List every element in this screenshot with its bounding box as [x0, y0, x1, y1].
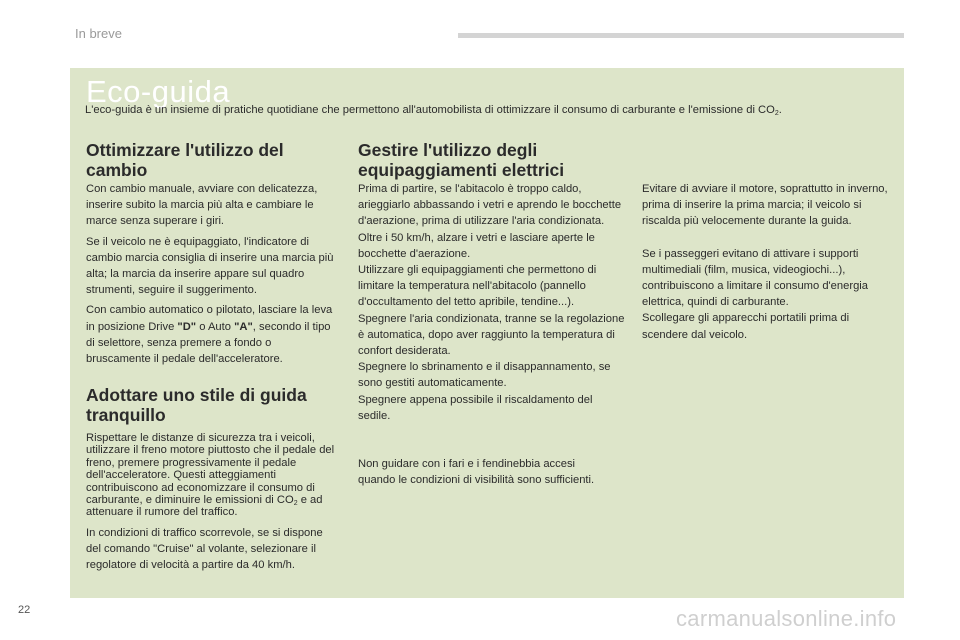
equip-paragraph-4: Spegnere l'aria condizionata, tranne se la regolazione è automatica, dopo aver raggiunto la temperatura di confort desiderata.	[358, 312, 625, 358]
cambio-paragraph-1: Con cambio manuale, avviare con delicatezza, inserire subito la marcia più alta e cambiare le marce senza superare i giri.	[86, 183, 318, 228]
equip-paragraph-3: Utilizzare gli equipaggiamenti che permettono di limitare la temperatura nell'abitacolo (pannello d'occultamento del tetto apribile, tendine...).	[358, 264, 597, 309]
text-fari: Non guidare con i fari e i fendinebbia accesi quando le condizioni di visibilità sono sufficienti.	[358, 458, 595, 487]
text-motore	[642, 181, 898, 343]
text-guida	[86, 432, 338, 577]
equip-paragraph-1: Prima di partire, se l'abitacolo è troppo caldo, arieggiarlo abbassando i vetri e aprendo le bocchette d'aerazione, prima di utilizzare l'aria condizionata.	[358, 183, 622, 228]
text-equip	[358, 181, 626, 424]
cambio-paragraph-2: Se il veicolo ne è equipaggiato, l'indicatore di cambio marcia consiglia di inserire una marcia più alta; la marcia da inserire appare sul quadro strumenti, seguire il suggerimento.	[86, 235, 334, 297]
page-number: 22	[18, 604, 31, 616]
guida-paragraph-1: Rispettare le distanze di sicurezza tra i veicoli, utilizzare il freno motore piuttosto che il pedale del freno, premere progressivamente il pedale dell'acceleratore. Questi atteggiamenti contribuiscono ad economizzare il consumo di carburante, e diminuire le emissioni di $CO_2$ e ad attenuare il rumore del traffico.	[86, 432, 335, 519]
motore-paragraph-1: Evitare di avviare il motore, soprattutto in inverno, prima di inserire la prima marcia; il veicolo si riscalda più velocemente durante la guida.	[642, 183, 888, 228]
heading-equip: Gestire l'utilizzo degli equipaggiamenti elettrici	[358, 140, 565, 180]
equip-paragraph-2: Oltre i 50 km/h, alzare i vetri e lasciare aperte le bocchette d'aerazione.	[358, 231, 595, 260]
section-label: In breve	[75, 26, 122, 41]
text-cambio	[86, 181, 338, 371]
equip-paragraph-5: Spegnere lo sbrinamento e il disappannamento, se sono gestiti automaticamente.	[358, 361, 611, 390]
guida-paragraph-2: In condizioni di traffico scorrevole, se si dispone del comando "Cruise" al volante, selezionare il regolatore di velocità a partire da 40 km/h.	[86, 526, 323, 572]
motore-paragraph-3: Scollegare gli apparecchi portatili prima di scendere dal veicolo.	[642, 312, 850, 341]
intro-text: L'eco-guida è un insieme di pratiche quotidiane che permettono all'automobilista di ottimizzare il consumo di carburante e l'emissione di $CO_2$.	[85, 104, 782, 117]
watermark-text: carmanualsonline.info	[676, 606, 897, 631]
header-rule	[458, 33, 904, 38]
equip-paragraph-6: Spegnere appena possibile il riscaldamento del sedile.	[358, 393, 593, 422]
heading-cambio: Ottimizzare l'utilizzo del cambio	[86, 140, 284, 180]
motore-paragraph-2: Se i passeggeri evitano di attivare i supporti multimediali (film, musica, videogiochi...), contribuiscono a limitare il consumo d'energia elettrica, quindi di carburante.	[642, 247, 869, 309]
cambio-paragraph-3: Con cambio automatico o pilotato, lasciare la leva in posizione Drive "D" o Auto "A", secondo il tipo di selettore, senza premere a fondo o bruscamente il pedale dell'acceleratore.	[86, 304, 333, 366]
page-title: Eco-guida	[86, 74, 231, 109]
heading-guida: Adottare uno stile di guida tranquillo	[86, 385, 307, 425]
